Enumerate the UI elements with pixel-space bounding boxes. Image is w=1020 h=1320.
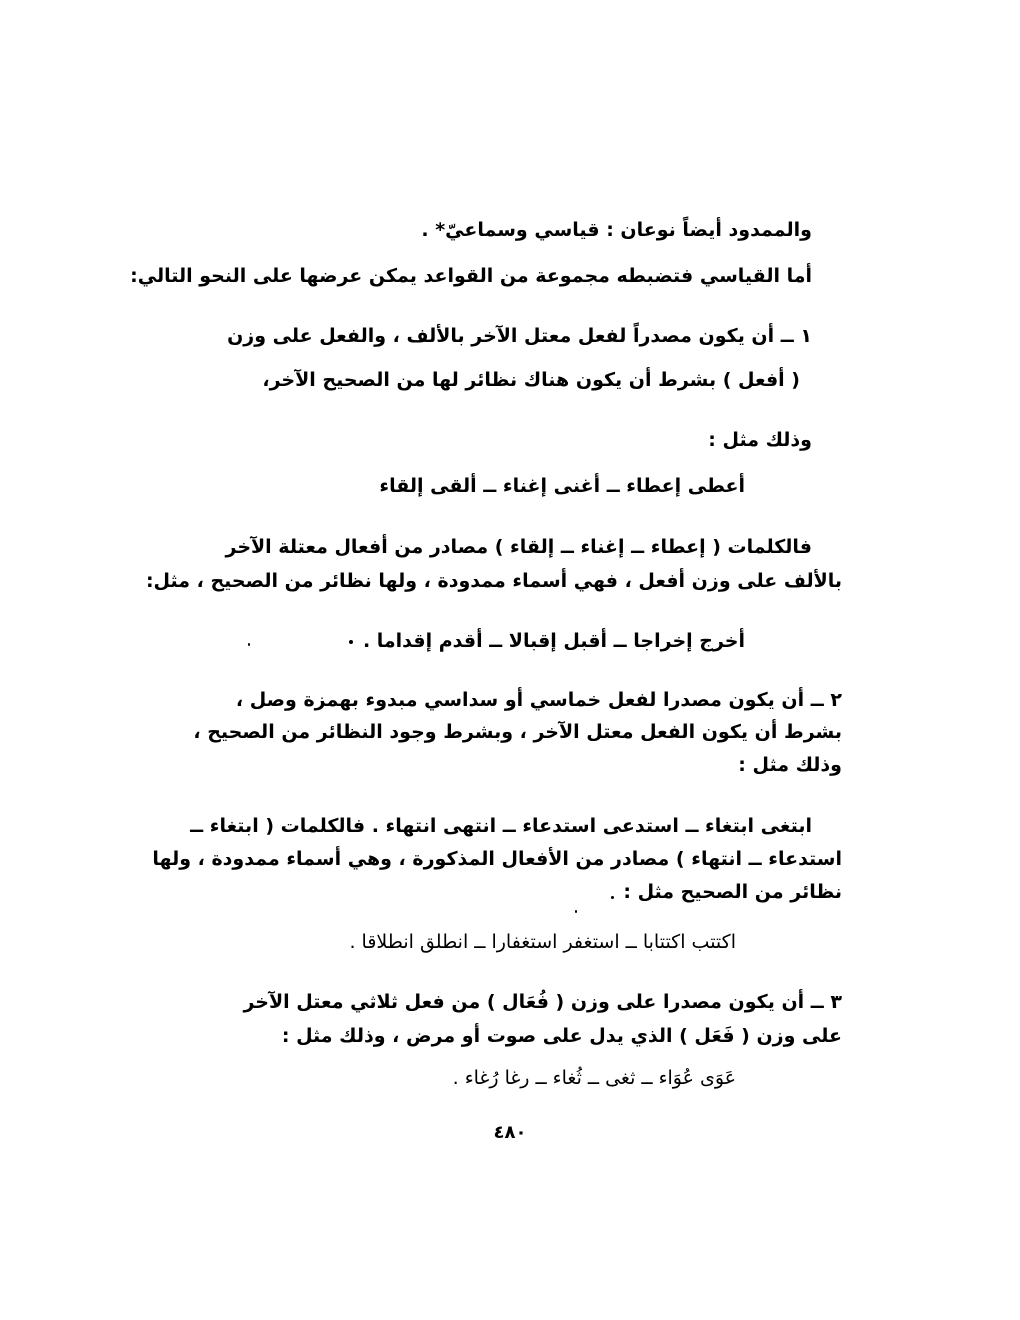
scan-speck	[248, 643, 250, 646]
explanation-1-line-1: فالكلمات ( إعطاء ــ إغناء ــ إلقاء ) مصادر من أفعال معتلة الآخر	[225, 536, 812, 558]
explanation-2-line-1: ابتغى ابتغاء ــ استدعى استدعاء ــ انتهى انتهاء . فالكلمات ( ابتغاء ــ	[190, 815, 812, 837]
explanation-1-line-2: بالألف على وزن أفعل ، فهي أسماء ممدودة ، ولها نظائر من الصحيح ، مثل:	[145, 570, 842, 592]
rule-1-line-1: ١ ــ أن يكون مصدراً لفعل معتل الآخر بالألف ، والفعل على وزن	[227, 325, 812, 347]
rule-3-line-1: ٣ ــ أن يكون مصدرا على وزن ( فُعَال ) من فعل ثلاثي معتل الآخر	[243, 991, 842, 1013]
text-line-intro: والممدود أيضاً نوعان : قياسي وسماعيّ* .	[421, 219, 812, 241]
explanation-2-line-2: استدعاء ــ انتهاء ) مصادر من الأفعال المذكورة ، وهي أسماء ممدودة ، ولها	[152, 848, 842, 870]
scan-speck	[575, 910, 577, 913]
rule-1-line-2: ( أفعل ) بشرط أن يكون هناك نظائر لها من الصحيح الآخر،	[262, 369, 800, 391]
example-intro-1: وذلك مثل :	[708, 429, 812, 451]
example-words-4: عَوَى عُوَاء ــ ثغى ــ ثُغاء ــ رغا رُغاء .	[452, 1067, 736, 1089]
rule-3-line-2: على وزن ( فَعَل ) الذي يدل على صوت أو مرض ، وذلك مثل :	[281, 1025, 842, 1047]
explanation-2-line-3: نظائر من الصحيح مثل :	[623, 881, 842, 903]
example-words-1: أعطى إعطاء ــ أغنى إغناء ــ ألقى إلقاء	[379, 475, 745, 497]
example-intro-2: وذلك مثل :	[738, 754, 842, 776]
example-words-2: أخرج إخراجا ــ أقبل إقبالا ــ أقدم إقداما .	[362, 630, 745, 652]
rule-2-line-1: ٢ ــ أن يكون مصدرا لفعل خماسي أو سداسي مبدوء بهمزة وصل ،	[235, 689, 842, 711]
page-number: ٤٨٠	[493, 1122, 527, 1143]
text-line-qiyasi-rules: أما القياسي فتضبطه مجموعة من القواعد يمكن عرضها على النحو التالي:	[130, 265, 812, 287]
example-words-3: اكتتب اكتتابا ــ استغفر استغفارا ــ انطلق انطلاقا .	[349, 931, 736, 953]
scan-speck	[349, 640, 353, 644]
rule-2-line-2: بشرط أن يكون الفعل معتل الآخر ، وبشرط وجود النظائر من الصحيح ،	[193, 721, 842, 743]
scan-speck	[611, 896, 614, 899]
